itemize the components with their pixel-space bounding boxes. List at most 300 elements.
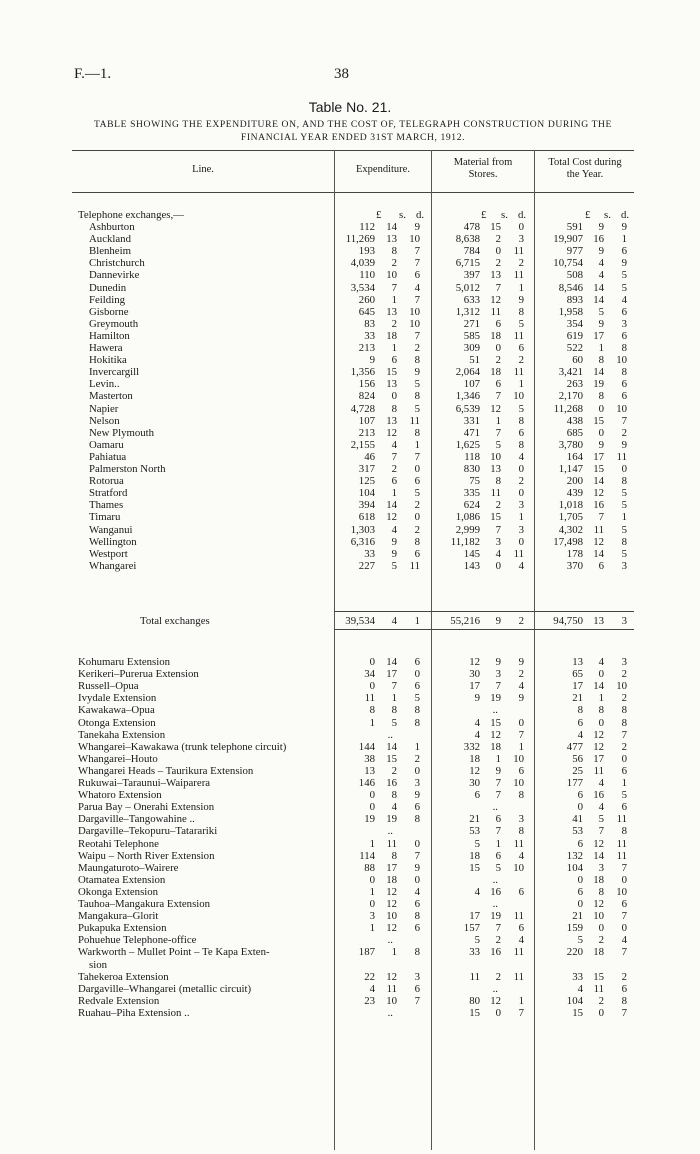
tot-pence: 8 bbox=[621, 366, 627, 378]
tot-pounds: 6 bbox=[577, 789, 583, 801]
row-label: Invercargill bbox=[89, 366, 140, 378]
tot-l-sym: £ bbox=[585, 209, 591, 221]
mat-shillings: 9 bbox=[495, 656, 501, 668]
mat-pence: 2 bbox=[518, 668, 524, 680]
row-label: Hawera bbox=[89, 342, 123, 354]
mat-pence: 11 bbox=[513, 245, 524, 257]
exp-l-sym: £ bbox=[376, 209, 382, 221]
tot-pounds: 13 bbox=[572, 656, 583, 668]
exchange-row bbox=[0, 269, 700, 281]
tot-pence: 6 bbox=[621, 801, 627, 813]
exp-pounds: 3 bbox=[369, 910, 375, 922]
tot-pounds: 893 bbox=[566, 294, 583, 306]
exp-pence: 8 bbox=[414, 390, 420, 402]
col-header-material bbox=[432, 157, 534, 181]
mat-shillings: 2 bbox=[495, 971, 501, 983]
row-label: Tanekaha Extension bbox=[78, 729, 166, 741]
tot-pence: 7 bbox=[621, 729, 627, 741]
mat-pounds: 830 bbox=[463, 463, 480, 475]
exchange-row bbox=[0, 330, 700, 342]
exp-pence: 5 bbox=[414, 378, 420, 390]
row-label: Ruahau–Piha Extension .. bbox=[78, 1007, 190, 1019]
mat-pounds: 624 bbox=[463, 499, 480, 511]
exp-pence: 8 bbox=[414, 427, 420, 439]
exp-shillings: 8 bbox=[391, 850, 397, 862]
tot-pence: 3 bbox=[621, 615, 627, 627]
mat-pounds: 80 bbox=[469, 995, 480, 1007]
mat-pence: 11 bbox=[513, 269, 524, 281]
tot-pence: 11 bbox=[616, 451, 627, 463]
tot-pounds: 94,750 bbox=[553, 615, 583, 627]
tot-pounds: 4 bbox=[577, 983, 583, 995]
mat-shillings: 18 bbox=[490, 366, 501, 378]
mat-pounds: 1,346 bbox=[455, 390, 480, 402]
section-heading-label: Telephone exchanges,— bbox=[78, 209, 184, 221]
exp-pounds: 88 bbox=[364, 862, 375, 874]
mat-shillings: 4 bbox=[495, 548, 501, 560]
extension-row bbox=[0, 971, 700, 983]
exp-shillings: 13 bbox=[386, 233, 397, 245]
mat-pounds: 5 bbox=[474, 934, 480, 946]
exchange-row bbox=[0, 439, 700, 451]
mat-pounds: 2,999 bbox=[455, 524, 480, 536]
tot-pounds: 17 bbox=[572, 680, 583, 692]
tot-pence: 9 bbox=[621, 257, 627, 269]
mat-pence: 2 bbox=[518, 475, 524, 487]
tot-pence: 4 bbox=[621, 294, 627, 306]
tot-pounds: 522 bbox=[566, 342, 583, 354]
tot-shillings: 16 bbox=[593, 499, 604, 511]
mat-pounds: 9 bbox=[474, 692, 480, 704]
tot-shillings: 2 bbox=[598, 995, 604, 1007]
exp-pence: 6 bbox=[414, 680, 420, 692]
row-label: Pahiatua bbox=[89, 451, 127, 463]
exp-pounds: 34 bbox=[364, 668, 375, 680]
mat-shillings: 0 bbox=[495, 342, 501, 354]
tot-pounds: 263 bbox=[566, 378, 583, 390]
tot-shillings: 8 bbox=[598, 886, 604, 898]
mat-shillings: 7 bbox=[495, 390, 501, 402]
exp-shillings: 12 bbox=[386, 511, 397, 523]
tot-shillings: 13 bbox=[593, 615, 604, 627]
tot-pounds: 439 bbox=[566, 487, 583, 499]
mat-shillings: 9 bbox=[495, 615, 501, 627]
tot-pence: 4 bbox=[621, 934, 627, 946]
mat-pence: 11 bbox=[513, 838, 524, 850]
exp-pence: 0 bbox=[414, 838, 420, 850]
tot-pence: 0 bbox=[621, 874, 627, 886]
mat-pence: 0 bbox=[518, 536, 524, 548]
tot-shillings: 1 bbox=[598, 342, 604, 354]
exp-pounds: 83 bbox=[364, 318, 375, 330]
row-label: Feilding bbox=[89, 294, 125, 306]
row-label: Napier bbox=[89, 403, 119, 415]
mat-pounds: 309 bbox=[463, 342, 480, 354]
tot-pounds: 508 bbox=[566, 269, 583, 281]
tot-shillings: 12 bbox=[593, 729, 604, 741]
exp-pounds: 193 bbox=[358, 245, 375, 257]
tot-pounds: 10,754 bbox=[553, 257, 583, 269]
exp-pounds: 146 bbox=[358, 777, 375, 789]
mat-shillings: 10 bbox=[490, 451, 501, 463]
exchange-row bbox=[0, 354, 700, 366]
tot-pounds: 0 bbox=[577, 898, 583, 910]
tot-pence: 3 bbox=[621, 318, 627, 330]
tot-pounds: 41 bbox=[572, 813, 583, 825]
exp-pounds: 11 bbox=[364, 692, 375, 704]
exp-pounds: 0 bbox=[369, 801, 375, 813]
row-label: Timaru bbox=[89, 511, 121, 523]
mat-pounds: 5,012 bbox=[455, 282, 480, 294]
mat-pounds: 4 bbox=[474, 717, 480, 729]
tot-pence: 2 bbox=[621, 971, 627, 983]
exp-pence: 4 bbox=[414, 282, 420, 294]
tot-shillings: 0 bbox=[598, 1007, 604, 1019]
mat-pence: 1 bbox=[518, 741, 524, 753]
mat-pounds: 585 bbox=[463, 330, 480, 342]
exchange-row bbox=[0, 475, 700, 487]
row-label: Nelson bbox=[89, 415, 120, 427]
tot-s-sym: s. bbox=[604, 209, 611, 221]
mat-shillings: 6 bbox=[495, 378, 501, 390]
mat-shillings: 15 bbox=[490, 221, 501, 233]
exp-pounds: 156 bbox=[358, 378, 375, 390]
exp-shillings: 1 bbox=[391, 294, 397, 306]
mat-pence: 9 bbox=[518, 294, 524, 306]
mat-pence: 2 bbox=[518, 354, 524, 366]
mat-pounds: 5 bbox=[474, 838, 480, 850]
tot-pence: 9 bbox=[621, 439, 627, 451]
tot-pounds: 21 bbox=[572, 910, 583, 922]
col-header-total-2: the Year. bbox=[566, 169, 604, 180]
mat-pence: 6 bbox=[518, 922, 524, 934]
mat-pence: 1 bbox=[518, 378, 524, 390]
tot-shillings: 11 bbox=[593, 983, 604, 995]
exp-pounds: 23 bbox=[364, 995, 375, 1007]
exp-pence: 7 bbox=[414, 995, 420, 1007]
tot-shillings: 15 bbox=[593, 463, 604, 475]
exp-pounds: 4,728 bbox=[350, 403, 375, 415]
exp-pounds: 6,316 bbox=[350, 536, 375, 548]
mat-pounds: 331 bbox=[463, 415, 480, 427]
mat-pence: 5 bbox=[518, 318, 524, 330]
exp-pence: 3 bbox=[414, 971, 420, 983]
row-label: Whatoro Extension bbox=[78, 789, 162, 801]
tot-shillings: 14 bbox=[593, 294, 604, 306]
exchange-row bbox=[0, 548, 700, 560]
exp-shillings: 14 bbox=[386, 741, 397, 753]
tot-pounds: 591 bbox=[566, 221, 583, 233]
mat-shillings: 3 bbox=[495, 668, 501, 680]
tot-shillings: 0 bbox=[598, 427, 604, 439]
row-label: Otamatea Extension bbox=[78, 874, 166, 886]
tot-pounds: 977 bbox=[566, 245, 583, 257]
tot-pounds: 56 bbox=[572, 753, 583, 765]
mat-pence: 2 bbox=[518, 615, 524, 627]
mat-pounds: 2,064 bbox=[455, 366, 480, 378]
mat-shillings: 2 bbox=[495, 354, 501, 366]
extension-row-continuation bbox=[0, 959, 700, 971]
tot-shillings: 14 bbox=[593, 548, 604, 560]
exp-pence: 6 bbox=[414, 656, 420, 668]
header-bottom-rule bbox=[72, 192, 634, 193]
tot-pence: 5 bbox=[621, 487, 627, 499]
tot-shillings: 0 bbox=[598, 922, 604, 934]
tot-shillings: 9 bbox=[598, 245, 604, 257]
tot-shillings: 9 bbox=[598, 221, 604, 233]
mat-pounds: 118 bbox=[464, 451, 480, 463]
exp-pounds: 38 bbox=[364, 753, 375, 765]
top-rule bbox=[72, 150, 634, 151]
mat-shillings: 1 bbox=[495, 753, 501, 765]
tot-pounds: 60 bbox=[572, 354, 583, 366]
tot-shillings: 1 bbox=[598, 692, 604, 704]
mat-s-sym: s. bbox=[501, 209, 508, 221]
tot-shillings: 6 bbox=[598, 560, 604, 572]
exp-pounds: 144 bbox=[358, 741, 375, 753]
row-label: Mangakura–Glorit bbox=[78, 910, 159, 922]
tot-pounds: 11,268 bbox=[553, 403, 583, 415]
tot-pence: 5 bbox=[621, 269, 627, 281]
mat-pounds: 4 bbox=[474, 886, 480, 898]
mat-shillings: 7 bbox=[495, 282, 501, 294]
exp-pence: 4 bbox=[414, 886, 420, 898]
tot-shillings: 8 bbox=[598, 704, 604, 716]
tot-shillings: 3 bbox=[598, 862, 604, 874]
exp-shillings: 7 bbox=[391, 680, 397, 692]
tot-shillings: 7 bbox=[598, 511, 604, 523]
exp-shillings: 19 bbox=[386, 813, 397, 825]
exp-pence: 8 bbox=[414, 704, 420, 716]
exp-shillings: 6 bbox=[391, 475, 397, 487]
tot-pounds: 104 bbox=[566, 862, 583, 874]
tot-pence: 11 bbox=[616, 813, 627, 825]
mat-pounds: 6,715 bbox=[455, 257, 480, 269]
mat-shillings: 9 bbox=[495, 765, 501, 777]
exp-shillings: 9 bbox=[391, 548, 397, 560]
tot-pence: 5 bbox=[621, 548, 627, 560]
mat-shillings: 12 bbox=[490, 729, 501, 741]
exp-pounds: 4,039 bbox=[350, 257, 375, 269]
mat-pence: 4 bbox=[518, 850, 524, 862]
mat-shillings: 11 bbox=[490, 487, 501, 499]
tot-shillings: 15 bbox=[593, 415, 604, 427]
tot-pence: 8 bbox=[621, 995, 627, 1007]
mat-pence: 4 bbox=[518, 560, 524, 572]
tot-pence: 6 bbox=[621, 378, 627, 390]
tot-pounds: 370 bbox=[566, 560, 583, 572]
exp-pounds: 227 bbox=[358, 560, 375, 572]
exp-shillings: 8 bbox=[391, 789, 397, 801]
exp-pence: 2 bbox=[414, 499, 420, 511]
exchange-row bbox=[0, 463, 700, 475]
tot-shillings: 17 bbox=[593, 330, 604, 342]
mat-pounds: 107 bbox=[463, 378, 480, 390]
mat-pence: 0 bbox=[518, 221, 524, 233]
extension-row bbox=[0, 741, 700, 753]
exp-pence: 0 bbox=[414, 463, 420, 475]
currency-row bbox=[0, 209, 700, 221]
tot-pounds: 19,907 bbox=[553, 233, 583, 245]
exp-pence: 8 bbox=[414, 717, 420, 729]
exp-pounds: 618 bbox=[358, 511, 375, 523]
mat-pounds: 6 bbox=[474, 789, 480, 801]
mat-pence: 1 bbox=[518, 511, 524, 523]
exp-shillings: 4 bbox=[391, 801, 397, 813]
mat-shillings: 2 bbox=[495, 257, 501, 269]
tot-shillings: 11 bbox=[593, 765, 604, 777]
tot-shillings: 12 bbox=[593, 536, 604, 548]
tot-shillings: 14 bbox=[593, 282, 604, 294]
exp-pounds: 33 bbox=[364, 330, 375, 342]
mat-shillings: 5 bbox=[495, 439, 501, 451]
row-label: Ashburton bbox=[89, 221, 135, 233]
mat-pounds: 1,625 bbox=[455, 439, 480, 451]
tot-pounds: 477 bbox=[566, 741, 583, 753]
mat-nil: .. bbox=[492, 801, 498, 813]
exp-pounds: 104 bbox=[358, 487, 375, 499]
tot-pounds: 17,498 bbox=[553, 536, 583, 548]
tot-pounds: 25 bbox=[572, 765, 583, 777]
tot-shillings: 4 bbox=[598, 777, 604, 789]
extension-row bbox=[0, 922, 700, 934]
tot-shillings: 14 bbox=[593, 366, 604, 378]
row-label: Reotahi Telephone bbox=[78, 838, 159, 850]
exchange-row bbox=[0, 536, 700, 548]
mat-pence: 11 bbox=[513, 548, 524, 560]
tot-pence: 3 bbox=[621, 656, 627, 668]
exp-pence: 11 bbox=[409, 560, 420, 572]
tot-pence: 6 bbox=[621, 765, 627, 777]
tot-pounds: 178 bbox=[566, 548, 583, 560]
mat-pounds: 397 bbox=[463, 269, 480, 281]
row-label: Dargaville–Tekopuru–Tatarariki bbox=[78, 825, 218, 837]
exp-shillings: 15 bbox=[386, 366, 397, 378]
exp-pence: 9 bbox=[414, 366, 420, 378]
mat-shillings: 12 bbox=[490, 403, 501, 415]
mat-pence: 3 bbox=[518, 813, 524, 825]
exp-pence: 10 bbox=[409, 306, 420, 318]
mat-pounds: 11 bbox=[469, 971, 480, 983]
exp-pence: 9 bbox=[414, 789, 420, 801]
row-label: Blenheim bbox=[89, 245, 131, 257]
row-label: Maungaturoto–Wairere bbox=[78, 862, 179, 874]
tot-pence: 8 bbox=[621, 717, 627, 729]
tot-pence: 11 bbox=[616, 838, 627, 850]
row-label: Dargaville–Tangowahine .. bbox=[78, 813, 195, 825]
exchange-row bbox=[0, 257, 700, 269]
exp-shillings: 13 bbox=[386, 378, 397, 390]
mat-pounds: 1,312 bbox=[455, 306, 480, 318]
extension-row bbox=[0, 753, 700, 765]
exp-shillings: 6 bbox=[391, 354, 397, 366]
exp-shillings: 2 bbox=[391, 765, 397, 777]
exp-shillings: 10 bbox=[386, 995, 397, 1007]
exp-pounds: 1 bbox=[369, 717, 375, 729]
tot-shillings: 17 bbox=[593, 753, 604, 765]
exp-shillings: 5 bbox=[391, 717, 397, 729]
tot-pence: 8 bbox=[621, 704, 627, 716]
col-header-total bbox=[535, 157, 635, 181]
tot-pounds: 1,147 bbox=[558, 463, 583, 475]
row-label: Whangarei–Kawakawa (trunk telephone circuit) bbox=[78, 741, 287, 753]
exp-pounds: 46 bbox=[364, 451, 375, 463]
mat-shillings: 7 bbox=[495, 825, 501, 837]
exp-pounds: 107 bbox=[358, 415, 375, 427]
exp-pounds: 260 bbox=[358, 294, 375, 306]
mat-pounds: 478 bbox=[463, 221, 480, 233]
extension-row bbox=[0, 801, 700, 813]
mat-shillings: 16 bbox=[490, 886, 501, 898]
row-label: Hamilton bbox=[89, 330, 130, 342]
tot-pence: 6 bbox=[621, 245, 627, 257]
exp-pounds: 0 bbox=[369, 789, 375, 801]
tot-shillings: 11 bbox=[593, 524, 604, 536]
mat-pence: 11 bbox=[513, 971, 524, 983]
tot-pounds: 6 bbox=[577, 886, 583, 898]
row-label: Total exchanges bbox=[140, 615, 210, 627]
exp-pounds: 33 bbox=[364, 548, 375, 560]
mat-pence: 8 bbox=[518, 439, 524, 451]
exp-pounds: 114 bbox=[359, 850, 375, 862]
mat-pence: 6 bbox=[518, 886, 524, 898]
exp-pence: 1 bbox=[414, 741, 420, 753]
tot-pence: 1 bbox=[621, 233, 627, 245]
tot-pence: 2 bbox=[621, 741, 627, 753]
exp-pence: 0 bbox=[414, 874, 420, 886]
tot-shillings: 5 bbox=[598, 813, 604, 825]
mat-pence: 9 bbox=[518, 692, 524, 704]
tot-pence: 10 bbox=[616, 886, 627, 898]
mat-nil: .. bbox=[492, 704, 498, 716]
exp-shillings: 10 bbox=[386, 910, 397, 922]
tot-pence: 6 bbox=[621, 330, 627, 342]
extension-row bbox=[0, 910, 700, 922]
tot-shillings: 14 bbox=[593, 680, 604, 692]
exp-pounds: 394 bbox=[358, 499, 375, 511]
col-header-material-1: Material from bbox=[453, 157, 513, 168]
mat-pence: 1 bbox=[518, 282, 524, 294]
row-label: Hokitika bbox=[89, 354, 127, 366]
exp-shillings: 8 bbox=[391, 403, 397, 415]
tot-pounds: 1,018 bbox=[558, 499, 583, 511]
mat-shillings: 15 bbox=[490, 717, 501, 729]
row-label: Westport bbox=[89, 548, 128, 560]
row-label-continuation: sion bbox=[89, 959, 107, 971]
exp-pounds: 187 bbox=[358, 946, 375, 958]
exp-pence: 7 bbox=[414, 257, 420, 269]
mat-pence: 2 bbox=[518, 257, 524, 269]
exp-shillings: 1 bbox=[391, 946, 397, 958]
tot-pence: 6 bbox=[621, 898, 627, 910]
row-label: Russell–Opua bbox=[78, 680, 139, 692]
tot-pounds: 104 bbox=[566, 995, 583, 1007]
row-label: Wanganui bbox=[89, 524, 133, 536]
tot-shillings: 12 bbox=[593, 838, 604, 850]
tot-pence: 5 bbox=[621, 282, 627, 294]
row-label: Waipu – North River Extension bbox=[78, 850, 215, 862]
exp-pounds: 13 bbox=[364, 765, 375, 777]
exp-pence: 6 bbox=[414, 475, 420, 487]
tot-shillings: 9 bbox=[598, 439, 604, 451]
mat-shillings: 7 bbox=[495, 524, 501, 536]
tot-pounds: 33 bbox=[572, 971, 583, 983]
exp-pence: 11 bbox=[409, 415, 420, 427]
tot-pence: 0 bbox=[621, 922, 627, 934]
exp-shillings: 2 bbox=[391, 463, 397, 475]
mat-pence: 10 bbox=[513, 777, 524, 789]
extension-row bbox=[0, 656, 700, 668]
